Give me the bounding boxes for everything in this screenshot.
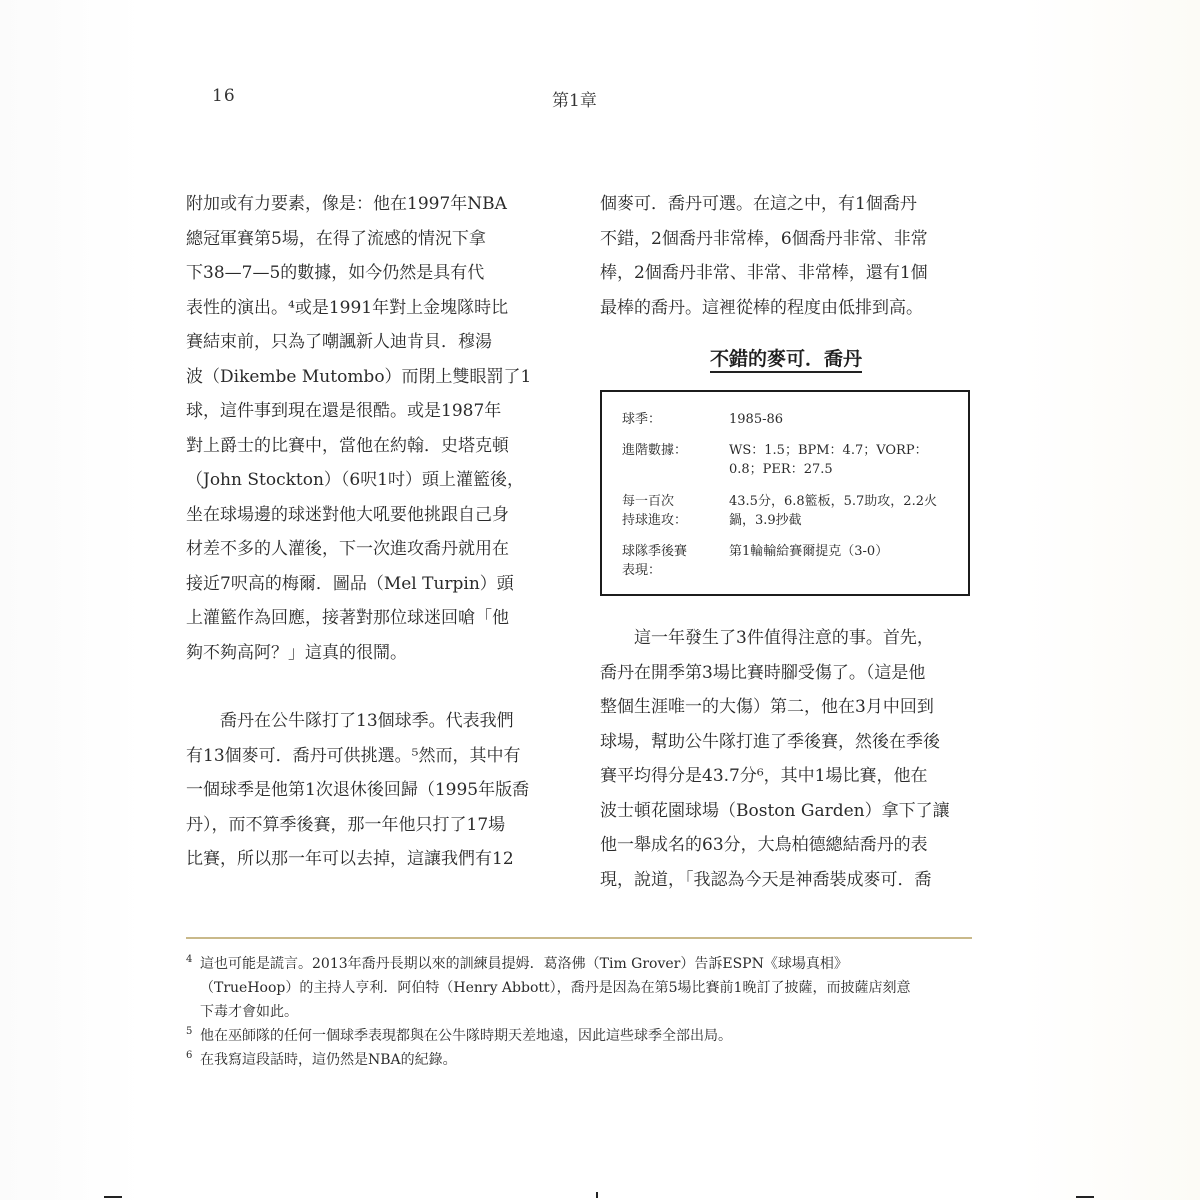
stat-value: WS：1.5；BPM：4.7；VORP： 0.8；PER：27.5 (729, 443, 928, 477)
text-line: 波士頓花園球場（Boston Garden）拿下了讓 (600, 800, 950, 821)
text-line: 喬丹在開季第3場比賽時腳受傷了。（這是他 (600, 662, 926, 683)
text-line: 接近7呎高的梅爾．圖品（Mel Turpin）頭 (186, 573, 514, 594)
footnote-line: 這也可能是謊言。2013年喬丹長期以來的訓練員提姆．葛洛佛（Tim Grover）告訴ESPN《球場真相》 (200, 956, 848, 972)
crop-mark (1076, 1196, 1094, 1198)
text-line: 坐在球場邊的球迷對他大吼要他挑跟自己身 (186, 504, 509, 525)
stat-value: 43.5分，6.8籃板，5.7助攻，2.2火 鍋，3.9抄截 (729, 494, 937, 528)
stat-key: 每一百次 持球進攻： (622, 494, 688, 528)
text-line: 表性的演出。⁴或是1991年對上金塊隊時比 (186, 297, 509, 318)
footnote-line: 下毒才會如此。 (200, 1004, 298, 1020)
text-line: 材差不多的人灌後，下一次進攻喬丹就用在 (186, 539, 509, 559)
text-line: 棒，2個喬丹非常、非常、非常棒，還有1個 (600, 263, 928, 283)
footnote-divider (186, 937, 972, 939)
stat-key: 球隊季後賽 表現： (622, 544, 688, 578)
text-line: 他一舉成名的63分，大鳥柏德總結喬丹的表 (600, 835, 928, 855)
text-line: 丹），而不算季後賽，那一年他只打了17場 (186, 814, 506, 835)
text-line: 不錯，2個喬丹非常棒，6個喬丹非常、非常 (600, 228, 928, 249)
text-line: 波（Dikembe Mutombo）而閉上雙眼罰了1 (186, 366, 532, 387)
text-line: 賽結束前，只為了嘲諷新人迪肯貝．穆湯 (186, 332, 492, 352)
footnote-line: 他在巫師隊的任何一個球季表現都與在公牛隊時期天差地遠，因此這些球季全部出局。 (200, 1028, 732, 1044)
stat-value: 1985-86 (729, 412, 784, 427)
text-line: （John Stockton）（6呎1吋）頭上灌籃後， (186, 470, 525, 490)
footnote-line: （TrueHoop）的主持人亨利．阿伯特（Henry Abbott），喬丹是因為在第5場比賽前1晚訂了披薩，而披薩店刻意 (200, 980, 911, 996)
text-line: 賽平均得分是43.7分⁶，其中1場比賽，他在 (600, 766, 928, 786)
footnote-4 (186, 952, 986, 1024)
footnote-marker: 5 (186, 1026, 193, 1037)
text-line: 現，說道，「我認為今天是神喬裝成麥可．喬 (600, 869, 932, 890)
right-paragraph-2 (600, 621, 972, 897)
footnote-marker: 6 (186, 1050, 193, 1061)
text-line: 個麥可．喬丹可選。在這之中，有1個喬丹 (600, 194, 917, 214)
text-line: 喬丹在公牛隊打了13個球季。代表我們 (186, 711, 514, 731)
footnote-6 (186, 1048, 986, 1072)
stat-key: 球季： (622, 412, 662, 427)
text-line: 球，這件事到現在還是很酷。或是1987年 (186, 401, 502, 421)
footnotes (186, 952, 986, 1072)
crop-mark (596, 1192, 598, 1198)
sidebar-box-title (600, 344, 972, 371)
chapter-heading: 第1章 (552, 91, 597, 111)
stat-key: 進階數據： (622, 443, 688, 458)
text-line: 夠不夠高阿？」這真的很鬧。 (186, 642, 407, 663)
text-line: 上灌籃作為回應，接著對那位球迷回嗆「他 (186, 608, 509, 628)
footnote-5 (186, 1024, 986, 1048)
text-line: 有13個麥可．喬丹可供挑選。⁵然而，其中有 (186, 745, 521, 766)
text-line: 一個球季是他第1次退休後回歸（1995年版喬 (186, 780, 530, 800)
paragraph-gap (186, 670, 561, 704)
text-line: 附加或有力要素，像是：他在1997年NBA (186, 194, 507, 214)
footnote-line: 在我寫這段話時，這仍然是NBA的紀錄。 (200, 1052, 457, 1068)
text-line: 球場，幫助公牛隊打進了季後賽，然後在季後 (600, 731, 940, 752)
left-column (186, 187, 561, 877)
text-line: 下38—7—5的數據，如今仍然是具有代 (186, 263, 485, 283)
left-paragraph-1 (186, 187, 561, 670)
page-number: 16 (212, 86, 236, 106)
left-paragraph-2 (186, 704, 561, 877)
text-line: 總冠軍賽第5場，在得了流感的情況下拿 (186, 228, 486, 249)
crop-mark (104, 1196, 122, 1198)
stat-box (600, 390, 970, 596)
text-line: 整個生涯唯一的大傷）第二，他在3月中回到 (600, 697, 934, 717)
stat-value: 第1輪輸給賽爾提克（3-0） (729, 544, 889, 559)
text-line: 比賽，所以那一年可以去掉，這讓我們有12 (186, 849, 514, 869)
right-paragraph-1 (600, 187, 972, 325)
text-line: 這一年發生了3件值得注意的事。首先， (600, 628, 934, 648)
text-line: 最棒的喬丹。這裡從棒的程度由低排到高。 (600, 297, 923, 318)
text-line: 對上爵士的比賽中，當他在約翰．史塔克頓 (186, 435, 509, 456)
sidebar-box-title-text: 不錯的麥可．喬丹 (710, 348, 862, 373)
footnote-marker: 4 (186, 954, 193, 965)
